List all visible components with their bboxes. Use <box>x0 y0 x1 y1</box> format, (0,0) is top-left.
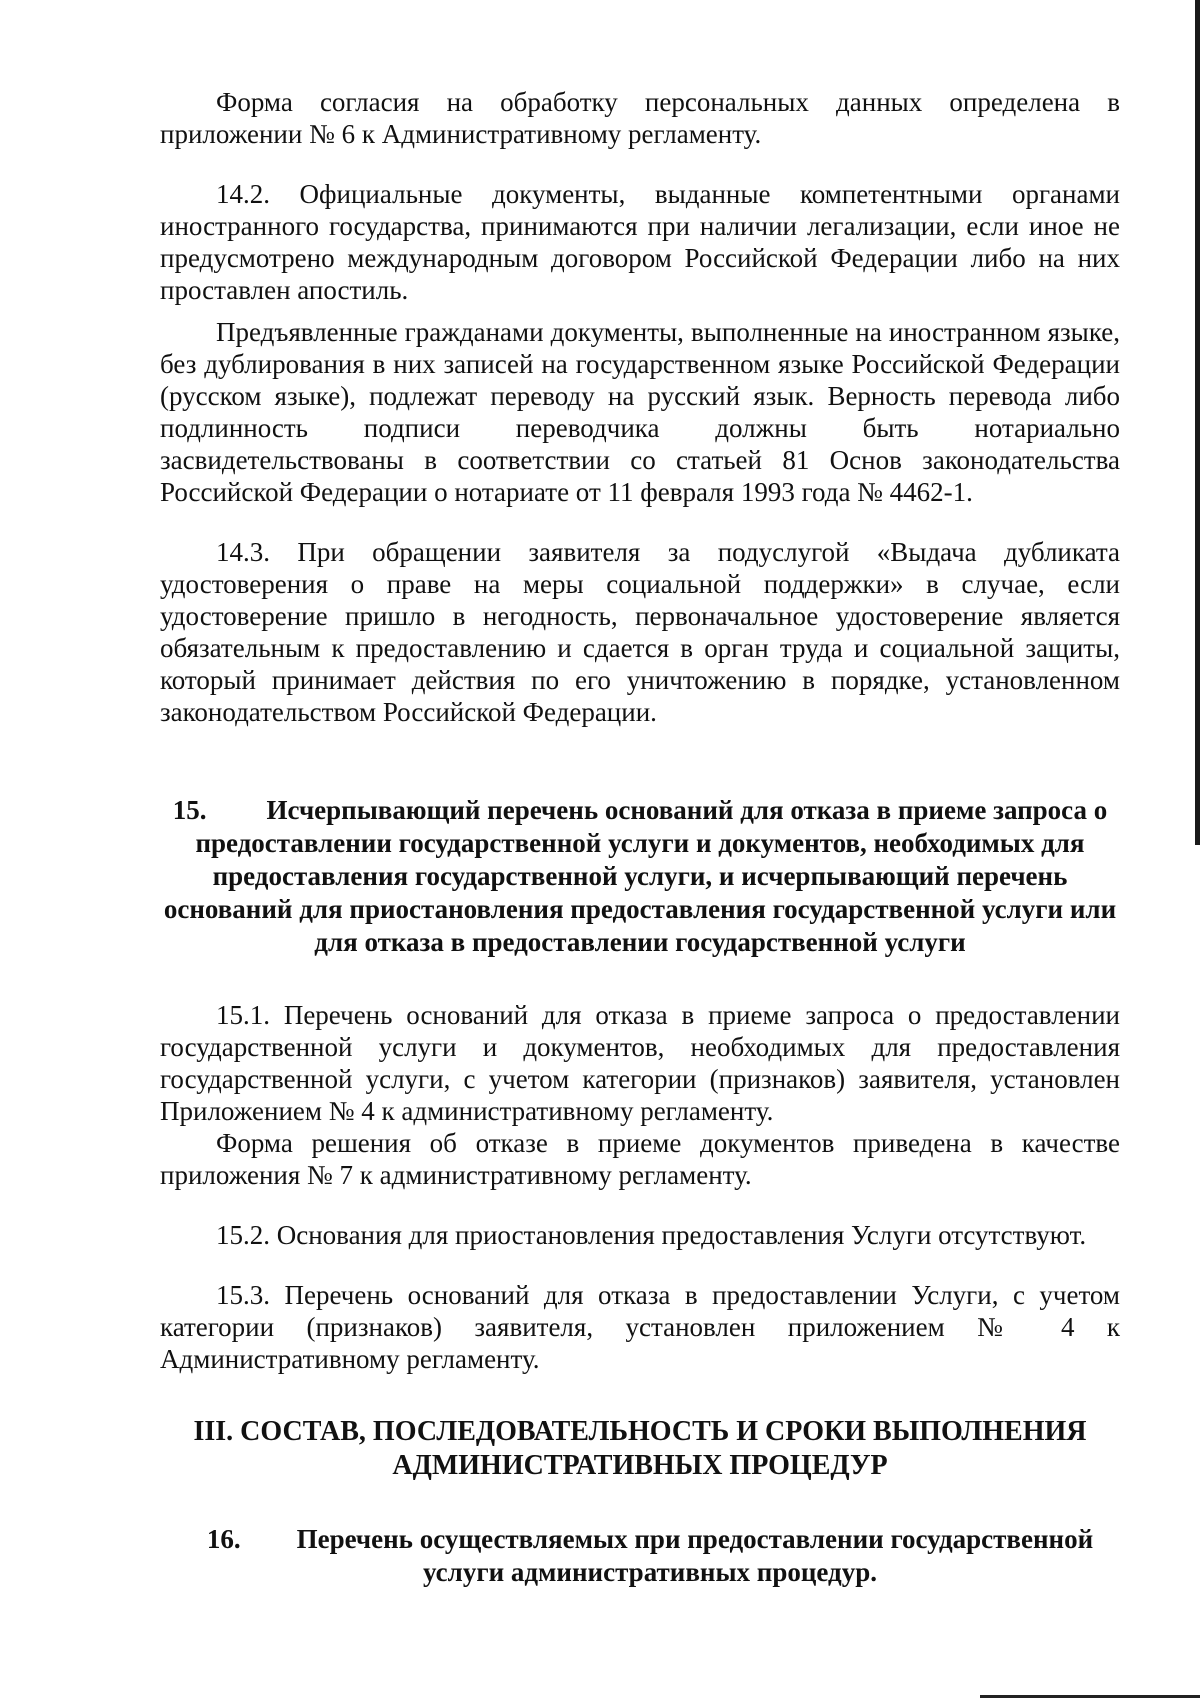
heading-16-text: Перечень осуществляемых при предоставлении государственной услуги административных процедур. <box>296 1524 1094 1587</box>
section-iii-title: III. СОСТАВ, ПОСЛЕДОВАТЕЛЬНОСТЬ И СРОКИ ВЫПОЛНЕНИЯ АДМИНИСТРАТИВНЫХ ПРОЦЕДУР <box>193 1416 1087 1481</box>
document-body <box>160 86 1120 1589</box>
paragraph-14-3: 14.3. При обращении заявителя за подуслугой «Выдача дубликата удостоверения о праве на меры социальной поддержки» в случае, если удостоверение пришло в негодность, первоначальное удостоверение является обязательным к предоставлению и сдается в орган труда и социальной защиты, который принимает действия по его уничтожению в порядке, установленном законодательством Российской Федерации. <box>160 537 1120 727</box>
heading-15-text: Исчерпывающий перечень оснований для отказа в приеме запроса о предоставлении государственной услуги и документов, необходимых для предоставления государственной услуги, и исчерпывающий перечень оснований для приостановления предоставления государственной услуги или для отказа в предоставлении государственной услуги <box>163 795 1117 957</box>
heading-15 <box>160 794 1120 959</box>
heading-16-number: 16. <box>206 1524 241 1554</box>
paragraph-refusal-form: Форма решения об отказе в приеме документов приведена в качестве приложения № 7 к административному регламенту. <box>160 1128 1120 1190</box>
paragraph-14-2: 14.2. Официальные документы, выданные компетентными органами иностранного государства, принимаются при наличии легализации, если иное не предусмотрено международным договором Российской Федерации либо на них проставлен апостиль. <box>160 179 1120 305</box>
heading-16 <box>160 1523 1120 1589</box>
scan-edge-mark <box>1195 0 1200 845</box>
paragraph-consent-form: Форма согласия на обработку персональных данных определена в приложении № 6 к Административному регламенту. <box>160 87 1120 149</box>
paragraph-foreign-documents: Предъявленные гражданами документы, выполненные на иностранном языке, без дублирования в них записей на государственном языке Российской Федерации (русском языке), подлежат переводу на русский язык. Верность перевода либо подлинность подписи переводчика должны быть нотариально засвидетельствованы в соответствии со статьей 81 Основ законодательства Российской Федерации о нотариате от 11 февраля 1993 года № 4462-1. <box>160 317 1120 507</box>
paragraph-15-1: 15.1. Перечень оснований для отказа в приеме запроса о предоставлении государственной услуги и документов, необходимых для предоставления государственной услуги, с учетом категории (признаков) заявителя, установлен Приложением № 4 к административному регламенту. <box>160 1000 1120 1126</box>
paragraph-15-2: 15.2. Основания для приостановления предоставления Услуги отсутствуют. <box>216 1220 1087 1250</box>
paragraph-15-3: 15.3. Перечень оснований для отказа в предоставлении Услуги, с учетом категории (признаков) заявителя, установлен приложением № 4 к Административному регламенту. <box>160 1280 1120 1374</box>
heading-15-number: 15. <box>172 795 207 825</box>
